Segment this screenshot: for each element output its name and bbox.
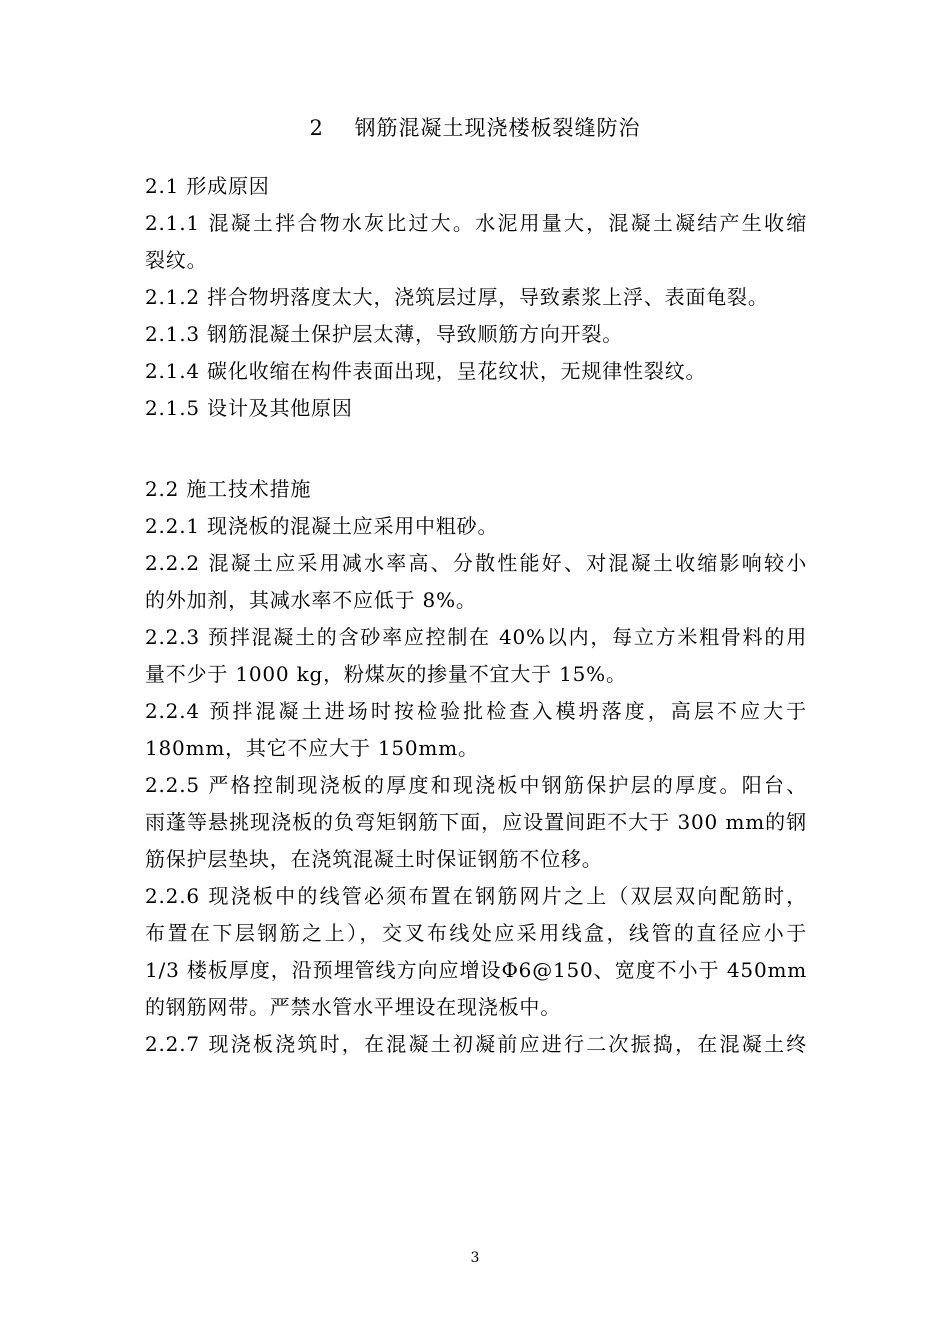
paragraph-2-2-6-line-1: 2.2.6 现浇板中的线管必须布置在钢筋网片之上（双层双向配筋时，	[145, 884, 807, 908]
paragraph-2-2-7-line-1: 2.2.7 现浇板浇筑时，在混凝土初凝前应进行二次振捣，在混凝土终	[145, 1032, 807, 1056]
document-body	[145, 168, 807, 1063]
paragraph-2-2-1: 2.2.1 现浇板的混凝土应采用中粗砂。	[145, 514, 499, 538]
paragraph-2-2-6-line-3: 1/3 楼板厚度，沿预埋管线方向应增设Φ6@150、宽度不小于 450mm	[145, 958, 807, 982]
paragraph-2-1-2: 2.1.2 拌合物坍落度太大，浇筑层过厚，导致素浆上浮、表面龟裂。	[145, 285, 769, 309]
paragraph-2-2-5-line-3: 筋保护层垫块，在浇筑混凝土时保证钢筋不位移。	[145, 847, 603, 871]
paragraph-2-2-2-line-2: 的外加剂，其减水率不应低于 8%。	[145, 588, 477, 612]
paragraph-2-1-1-line-1: 2.1.1 混凝土拌合物水灰比过大。水泥用量大，混凝土凝结产生收缩	[145, 211, 807, 235]
section-spacer	[145, 427, 807, 471]
paragraph-2-1-4: 2.1.4 碳化收缩在构件表面出现，呈花纹状，无规律性裂纹。	[145, 359, 707, 383]
paragraph-2-1-5: 2.1.5 设计及其他原因	[145, 396, 353, 420]
paragraph-2-2-4-line-2: 180mm，其它不应大于 150mm。	[145, 736, 479, 760]
paragraph-2-1-1-line-2: 裂纹。	[145, 248, 208, 272]
paragraph-2-2-4-line-1: 2.2.4 预拌混凝土进场时按检验批检查入模坍落度，高层不应大于	[145, 699, 807, 723]
paragraph-2-1-3: 2.1.3 钢筋混凝土保护层太薄，导致顺筋方向开裂。	[145, 322, 624, 346]
paragraph-2-2-6-line-4: 的钢筋网带。严禁水管水平埋设在现浇板中。	[145, 995, 561, 1019]
paragraph-2-2-2-line-1: 2.2.2 混凝土应采用减水率高、分散性能好、对混凝土收缩影响较小	[145, 551, 807, 575]
section-heading-2-1: 2.1 形成原因	[145, 174, 270, 198]
paragraph-2-2-5-line-1: 2.2.5 严格控制现浇板的厚度和现浇板中钢筋保护层的厚度。阳台、	[145, 773, 807, 797]
paragraph-2-2-3-line-1: 2.2.3 预拌混凝土的含砂率应控制在 40%以内，每立方米粗骨料的用	[145, 625, 807, 649]
paragraph-2-2-3-line-2: 量不少于 1000 kg，粉煤灰的掺量不宜大于 15%。	[145, 662, 627, 686]
paragraph-2-2-5-line-2: 雨蓬等悬挑现浇板的负弯矩钢筋下面，应设置间距不大于 300 mm的钢	[145, 810, 807, 834]
page-title: 2 钢筋混凝土现浇楼板裂缝防治	[309, 116, 641, 140]
paragraph-2-2-6-line-2: 布置在下层钢筋之上），交叉布线处应采用线盒，线管的直径应小于	[145, 921, 807, 945]
page-number: 3	[470, 1250, 480, 1266]
section-heading-2-2: 2.2 施工技术措施	[145, 477, 312, 501]
